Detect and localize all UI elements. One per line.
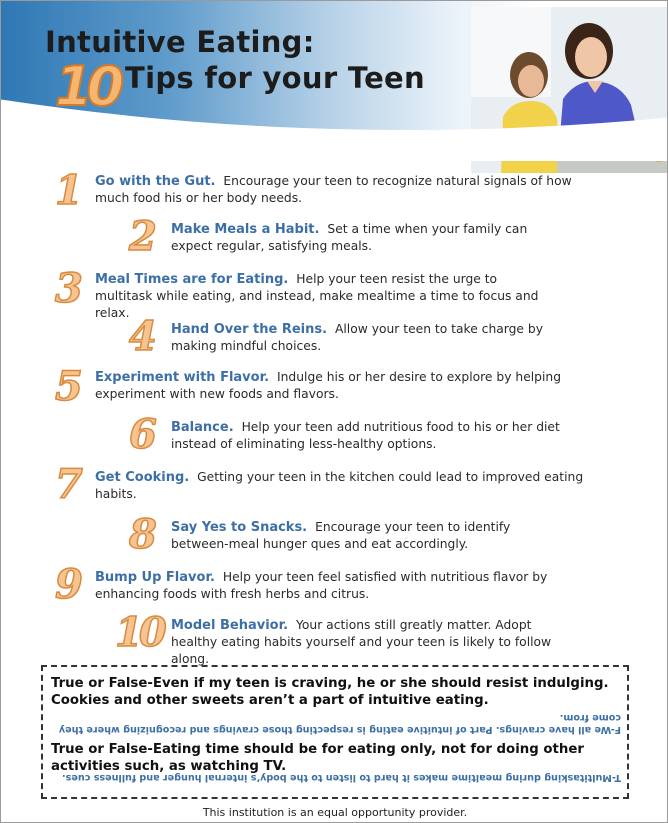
tip-2-title: Make Meals a Habit. [171,222,320,237]
tip-7-title: Get Cooking. [95,470,190,485]
tip-5 [95,369,565,403]
tip-9-body: Help your teen feel satisfied with nutritious flavor by enhancing foods with fresh herbs and citrus. [95,570,548,601]
tip-5-body: Indulge his or her desire to explore by helping experiment with new foods and flavors. [95,370,561,401]
tip-6-body: Help your teen add nutritious food to his or her diet instead of eliminating less-healthy options. [171,420,560,451]
tip-8-body: Encourage your teen to identify between-meal hunger ques and eat accordingly. [171,520,511,551]
tip-7-number: 7 [55,461,83,508]
tip-10-title: Model Behavior. [171,618,289,633]
tip-9-number: 9 [55,561,83,608]
footer-equal-opportunity: This institution is an equal opportunity provider. [202,806,468,819]
tip-10-number: 10 [115,609,163,656]
tip-3 [95,271,555,322]
title-number-10: 10 [55,55,119,118]
tip-8-number: 8 [129,511,157,558]
quiz-question-2: True or False-Eating time should be for eating only, not for doing other activities such, as watching TV. [51,742,584,774]
tip-1-body: Encourage your teen to recognize natural signals of how much food his or her body needs. [95,174,572,205]
tip-3-title: Meal Times are for Eating. [95,272,289,287]
tip-10 [171,617,581,668]
quiz-answer-2-upside-down: T-Multitasking during mealtime makes it hard to listen to the body’s internal hunger and fullness cues. [62,772,621,783]
tip-4 [171,321,571,355]
tip-1 [95,173,575,207]
tip-2-number: 2 [129,213,157,260]
tip-6-title: Balance. [171,420,234,435]
quiz-answer-1-upside-down: F-We all have cravings. Part of intuitive eating is respecting those cravings and recognizing where they come from. [58,712,621,735]
title-line-2: Tips for your Teen [125,61,425,95]
tip-3-body: Help your teen resist the urge to multitask while eating, and instead, make mealtime a time to focus and relax. [95,272,539,320]
true-false-quiz-box [41,665,629,799]
tip-10-body: Your actions still greatly matter. Adopt healthy eating habits yourself and your teen is likely to follow along. [171,618,552,666]
tip-3-number: 3 [55,265,83,312]
tip-4-title: Hand Over the Reins. [171,322,328,337]
tip-6 [171,419,571,453]
tip-4-body: Allow your teen to take charge by making mindful choices. [171,322,543,353]
tip-6-number: 6 [129,411,157,458]
tip-5-title: Experiment with Flavor. [95,370,270,385]
tip-7 [95,469,585,503]
tip-9-title: Bump Up Flavor. [95,570,215,585]
tip-4-number: 4 [129,313,157,360]
tip-1-title: Go with the Gut. [95,174,216,189]
tip-2-body: Set a time when your family can expect regular, satisfying meals. [171,222,528,253]
tip-7-body: Getting your teen in the kitchen could lead to improved eating habits. [95,470,584,501]
tip-8-title: Say Yes to Snacks. [171,520,308,535]
title-line-1: Intuitive Eating: [45,25,315,59]
tip-5-number: 5 [55,363,83,410]
tip-2 [171,221,551,255]
quiz-question-1: True or False-Even if my teen is craving, he or she should resist indulging. Cookies and other sweets aren’t a part of intuitive eating. [51,676,609,708]
tip-8 [171,519,541,553]
tip-9 [95,569,555,603]
tip-1-number: 1 [55,167,83,214]
